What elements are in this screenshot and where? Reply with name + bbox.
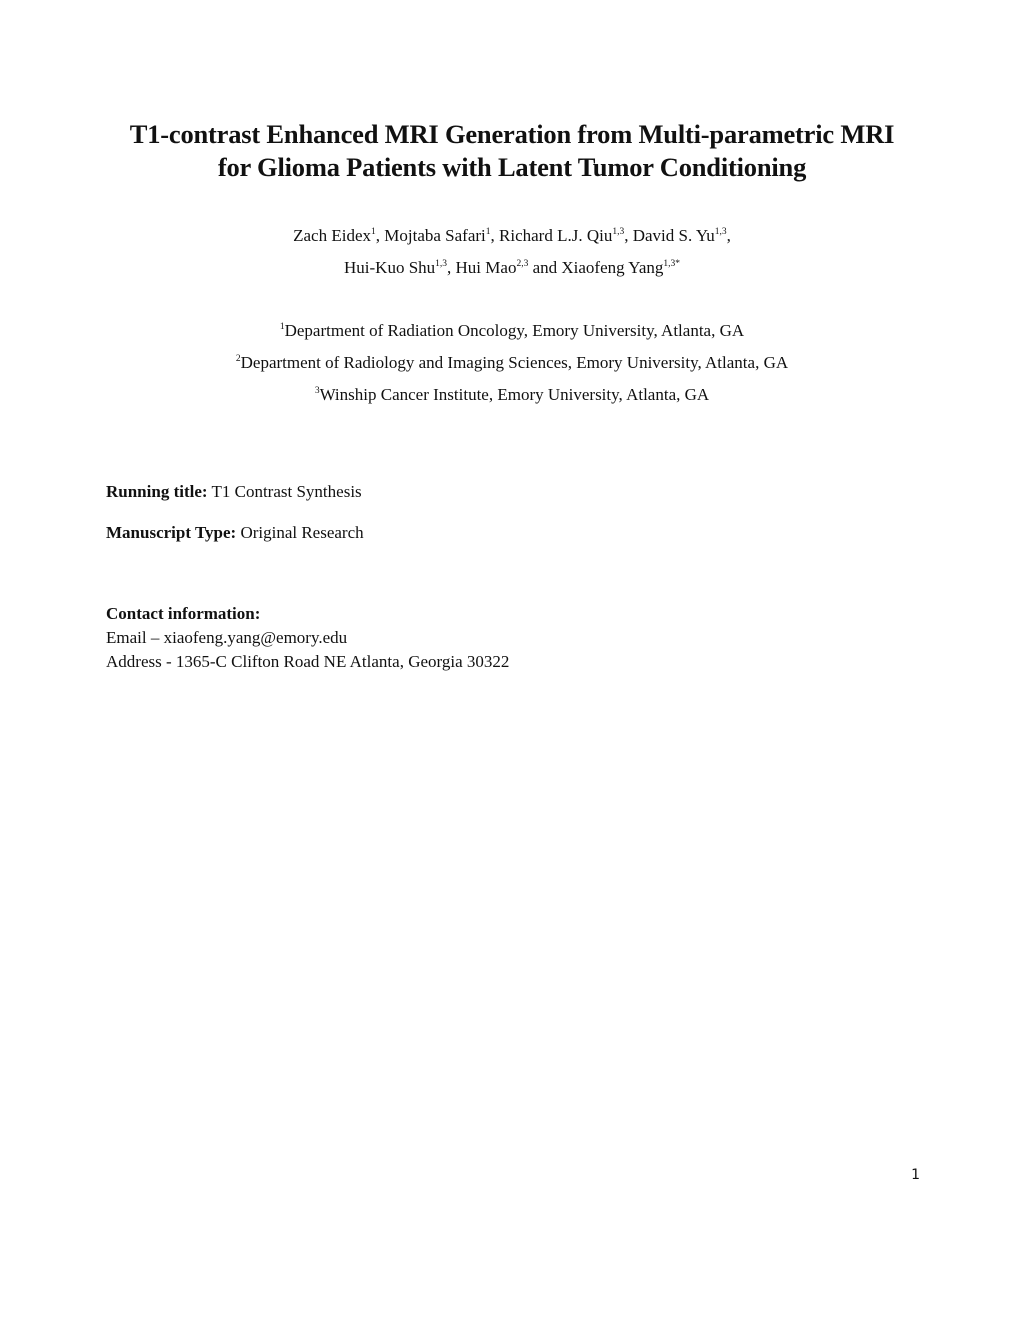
- author-name: Hui-Kuo Shu: [344, 258, 436, 277]
- contact-heading: Contact information:: [106, 604, 261, 623]
- author-separator: ,: [624, 226, 633, 245]
- affiliation-marker: 3: [314, 386, 320, 396]
- title-line-1: T1-contrast Enhanced MRI Generation from Multi-parametric MRI: [129, 119, 895, 149]
- author-list-line-2: [60, 258, 964, 278]
- affiliation-text: Department of Radiology and Imaging Sciences, Emory University, Atlanta, GA: [240, 353, 789, 372]
- author-separator: ,: [490, 226, 500, 245]
- affiliation-marker: 1: [279, 322, 285, 332]
- author-separator: ,: [375, 226, 385, 245]
- manuscript-type-label: Manuscript Type:: [106, 523, 237, 542]
- author-name: Richard L.J. Qiu: [499, 226, 613, 245]
- contact-email: Email – xiaofeng.yang@emory.edu: [106, 628, 348, 647]
- affiliation-2: [60, 353, 964, 373]
- title-line-2: for Glioma Patients with Latent Tumor Conditioning: [217, 152, 807, 182]
- manuscript-type-value: Original Research: [236, 523, 364, 542]
- author-affiliation-marker: 1,3: [612, 227, 625, 237]
- author-conjunction: and: [528, 258, 562, 277]
- author-list-line-1: [60, 226, 964, 246]
- author-separator: ,: [447, 258, 456, 277]
- author-name: David S. Yu: [632, 226, 715, 245]
- affiliation-1: [60, 321, 964, 341]
- affiliation-3: [60, 385, 964, 405]
- author-affiliation-marker: 2,3: [516, 259, 529, 269]
- affiliation-text: Winship Cancer Institute, Emory University, Atlanta, GA: [319, 385, 710, 404]
- manuscript-type: [106, 523, 364, 543]
- running-title-label: Running title:: [106, 482, 208, 501]
- running-title: [106, 482, 362, 502]
- page-number: 1: [911, 1167, 920, 1183]
- author-affiliation-marker: 1,3: [714, 227, 727, 237]
- author-affiliation-marker: 1,3: [435, 259, 448, 269]
- author-name: Hui Mao: [455, 258, 517, 277]
- paper-title: [60, 118, 964, 184]
- author-affiliation-marker: 1: [371, 227, 376, 237]
- author-affiliation-marker: 1: [485, 227, 491, 237]
- affiliation-text: Department of Radiation Oncology, Emory University, Atlanta, GA: [284, 321, 745, 340]
- author-separator: ,: [726, 226, 731, 245]
- running-title-value: T1 Contrast Synthesis: [207, 482, 362, 501]
- author-name: Zach Eidex: [293, 226, 372, 245]
- contact-address: Address - 1365-C Clifton Road NE Atlanta, Georgia 30322: [106, 652, 510, 671]
- author-affiliation-marker: 1,3*: [663, 259, 680, 269]
- author-name: Xiaofeng Yang: [561, 258, 664, 277]
- affiliation-marker: 2: [235, 354, 241, 364]
- author-name: Mojtaba Safari: [384, 226, 486, 245]
